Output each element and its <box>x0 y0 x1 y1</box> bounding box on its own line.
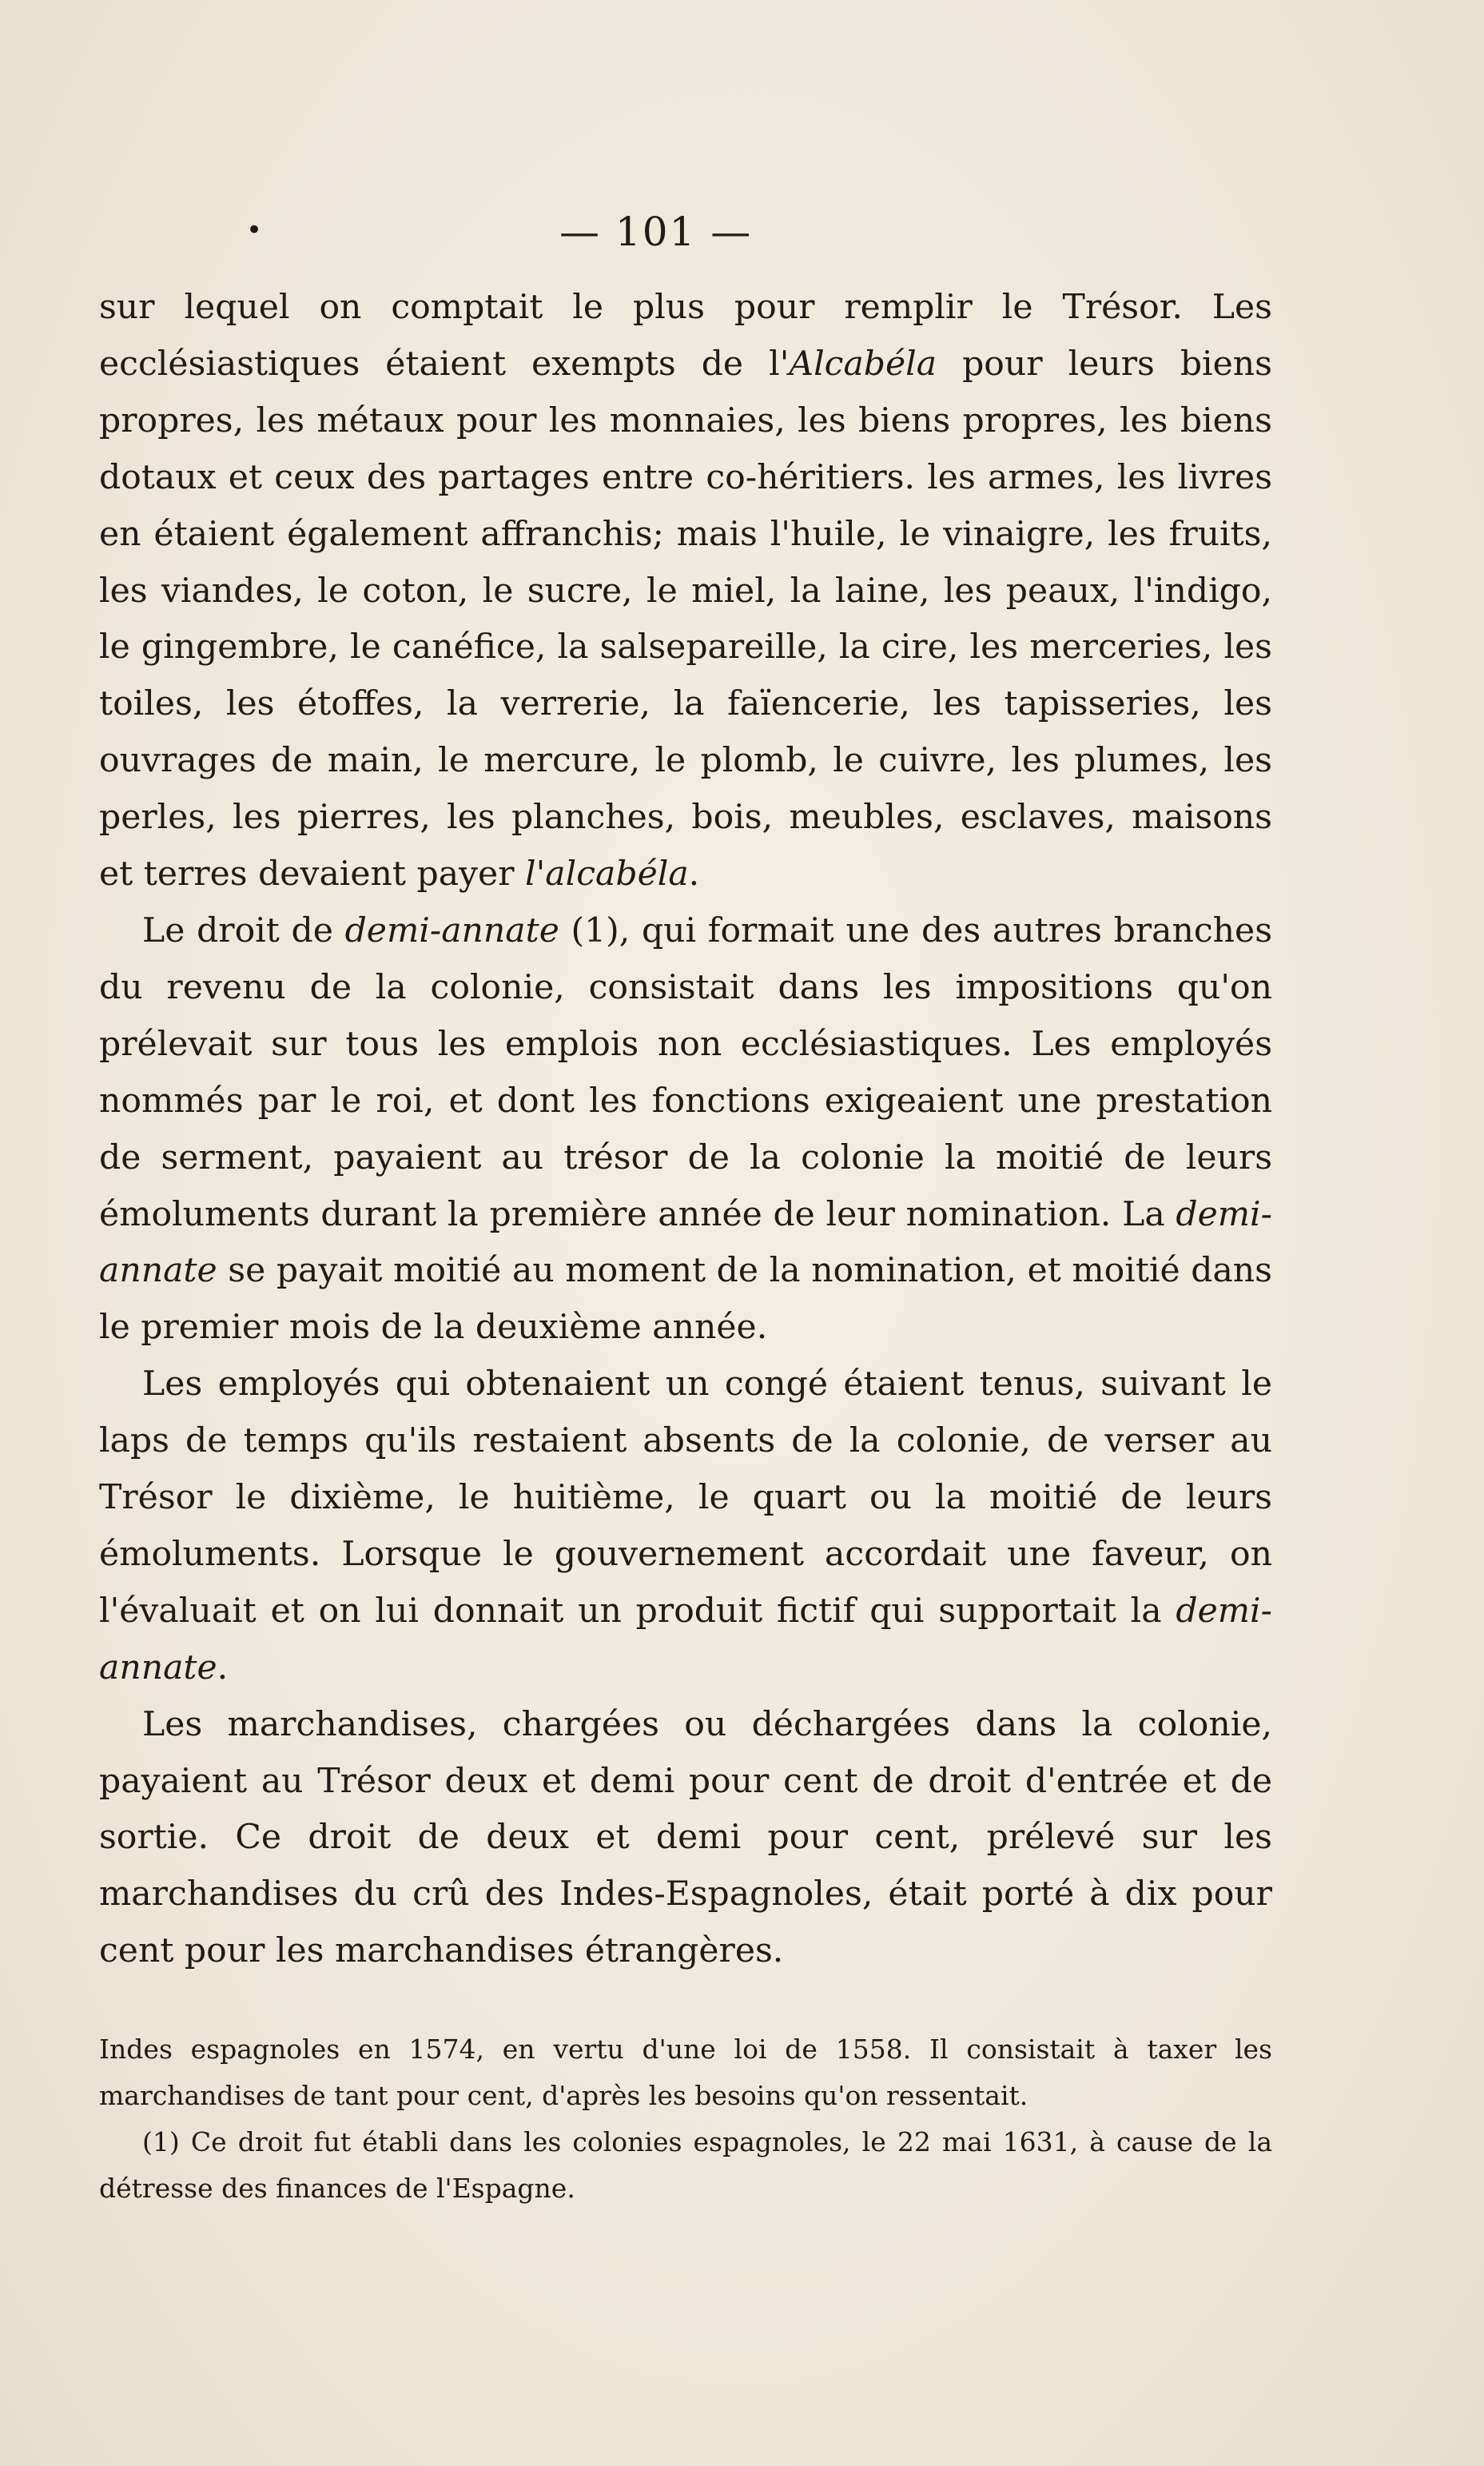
footnote-continuation: Indes espagnoles en 1574, en vertu d'une loi de 1558. Il consistait à taxer les marchandises de tant pour cent, d'après les besoins qu'on ressentait. <box>99 2034 1272 2111</box>
paragraph-2 <box>99 903 1272 1356</box>
paragraph-1-text-e: . <box>688 855 700 894</box>
body-text <box>99 280 1272 1980</box>
term-demi-annate-3: demi-annate <box>99 1591 1272 1687</box>
paragraph-3-text-a: Les employés qui obtenaient un congé étaient tenus, suivant le laps de temps qu'ils restaient absents de la colonie, de verser au Trésor le dixième, le huitième, le quart ou la moitié de leurs émoluments. Lorsque le gouvernement accordait une faveur, on l'évaluait et on lui donnait un produit fictif qui supportait la <box>99 1364 1272 1631</box>
term-alcabela: Alcabéla <box>789 344 937 384</box>
paragraph-2-text-a: Le droit de <box>142 910 345 950</box>
footnotes <box>99 2026 1272 2212</box>
term-demi-annate-2: demi-annate <box>99 1194 1272 1291</box>
paragraph-3-text-c: . <box>217 1647 229 1687</box>
term-alcabela-lower: l'alcabéla <box>525 855 689 894</box>
paragraph-1-text-a: sur lequel on comptait le plus pour remplir le Trésor. Les ecclésiastiques étaient exempts de l' <box>99 288 1272 384</box>
page-number: — 101 — <box>559 209 753 255</box>
footnote-1: (1) Ce droit fut établi dans les colonies espagnoles, le 22 mai 1631, à cause de la détresse des finances de l'Espagne. <box>99 2126 1272 2204</box>
paragraph-4: Les marchandises, chargées ou déchargées dans la colonie, payaient au Trésor deux et demi pour cent de droit d'entrée et de sortie. Ce droit de deux et demi pour cent, prélevé sur les marchandises du crû des Indes-Espagnoles, était porté à dix pour cent pour les marchandises étrangères. <box>99 1704 1272 1971</box>
paragraph-1-text-c: pour leurs biens propres, les métaux pour les monnaies, les biens propres, les biens dotaux et ceux des partages entre co-héritiers. les armes, les livres en étaient également affranchis; mais l'huile, le vinaigre, les fruits, les viandes, le coton, le sucre, le miel, la laine, les peaux, l'indigo, le gingembre, le canéfice, la salsepareille, la cire, les merceries, les toiles, les étoffes, la verrerie, la faïencerie, les tapisseries, les ouvrages de main, le mercure, le plomb, le cuivre, les plumes, les perles, les pierres, les planches, bois, meubles, esclaves, maisons et terres devaient payer <box>99 344 1272 894</box>
paragraph-1 <box>99 280 1272 903</box>
page-header <box>0 204 1484 260</box>
ink-dot: • <box>246 214 263 246</box>
paragraph-2-text-e: se payait moitié au moment de la nomination, et moitié dans le premier mois de la deuxième année. <box>99 1251 1272 1348</box>
paragraph-3 <box>99 1356 1272 1696</box>
term-demi-annate: demi-annate <box>344 910 559 950</box>
paragraph-2-text-c: (1), qui formait une des autres branches du revenu de la colonie, consistait dans les impositions qu'on prélevait sur tous les emplois non ecclésiastiques. Les employés nommés par le roi, et dont les fonctions exigeaient une prestation de serment, payaient au trésor de la colonie la moitié de leurs émoluments durant la première année de leur nomination. La <box>99 910 1273 1234</box>
